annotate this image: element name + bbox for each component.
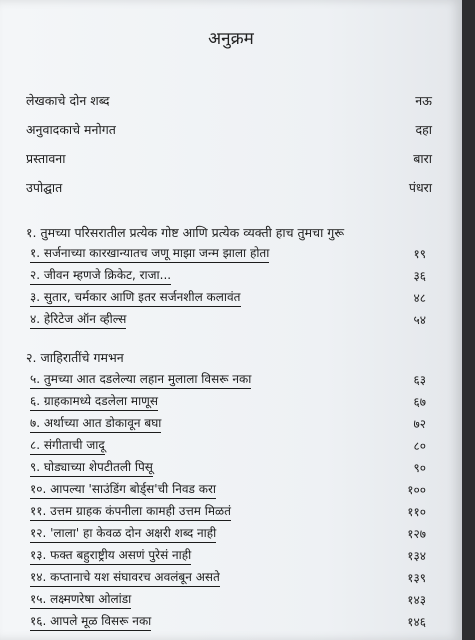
chapter-title: ९. घोड्याच्या शेपटीतली पिसू — [30, 458, 153, 477]
toc-entry-label: उपोद्घात — [26, 179, 63, 195]
chapter-title: १५. लक्ष्मणरेषा ओलांडा — [30, 590, 131, 609]
chapter-page: १४३ — [407, 592, 426, 607]
page-title: अनुक्रम — [208, 29, 254, 49]
chapter-title: ११. उत्तम ग्राहक कंपनीला कामही उत्तम मिळतं — [30, 502, 231, 521]
toc-chapter — [30, 434, 426, 456]
toc-chapter — [30, 242, 426, 264]
chapter-title: ३. सुतार, चर्मकार आणि इतर सर्जनशील कलावंत — [30, 288, 241, 307]
toc-chapter — [30, 308, 426, 330]
chapter-title: ७. अर्थाच्या आत डोकावून बघा — [30, 414, 161, 433]
chapter-title: १४. कप्तानाचे यश संघावरच अवलंबून असते — [30, 568, 220, 587]
chapter-page: ६७ — [413, 394, 426, 409]
chapter-page: १४६ — [407, 614, 426, 629]
chapter-page: १३९ — [407, 570, 426, 585]
chapter-page: ७२ — [413, 416, 426, 431]
toc-entry-page: बारा — [413, 150, 432, 166]
toc-entry — [26, 89, 432, 111]
chapter-title: ८. संगीताची जादू — [30, 436, 105, 455]
toc-chapter — [30, 456, 426, 478]
toc-entry-label: अनुवादकाचे मनोगत — [26, 121, 116, 137]
chapter-page: १९ — [413, 246, 426, 261]
toc-chapter — [30, 390, 426, 412]
chapter-title: १. सर्जनाच्या कारखान्यातच जणू माझा जन्म झाला होता — [30, 244, 269, 263]
chapter-page: १०० — [407, 482, 426, 497]
chapter-title: १३. फक्त बहुराष्ट्रीय असणं पुरेसं नाही — [30, 546, 191, 565]
toc-entry-page: पंधरा — [408, 179, 432, 195]
chapter-title: ६. ग्राहकामध्ये दडलेला माणूस — [30, 392, 158, 411]
chapter-title: १०. आपल्या 'साउंडिंग बोर्ड्स'ची निवड करा — [30, 480, 216, 499]
chapter-title: २. जीवन म्हणजे क्रिकेट, राजा... — [30, 266, 171, 285]
toc-entry-page: दहा — [415, 121, 432, 137]
toc-chapter — [30, 412, 426, 434]
toc-chapter — [30, 500, 426, 522]
toc-chapter — [30, 566, 426, 588]
chapter-title: १२. 'लाला' हा केवळ दोन अक्षरी शब्द नाही — [30, 524, 216, 543]
toc-chapter — [30, 478, 426, 500]
toc-entry — [26, 118, 432, 140]
toc-chapter — [30, 588, 426, 610]
chapter-page: १३४ — [407, 548, 426, 563]
toc-chapter — [30, 544, 426, 566]
toc-chapter — [30, 286, 426, 308]
toc-entry — [26, 147, 432, 169]
toc-chapter — [30, 522, 426, 544]
toc-entry — [26, 176, 432, 198]
toc-chapter — [30, 264, 426, 286]
toc-entry-label: लेखकाचे दोन शब्द — [26, 92, 110, 108]
chapter-page: ८० — [413, 438, 426, 453]
chapter-title: १६. आपले मूळ विसरू नका — [30, 612, 151, 631]
toc-entry-label: प्रस्तावना — [26, 150, 66, 166]
section-heading: १. तुमच्या परिसरातील प्रत्येक गोष्ट आणि प्रत्येक व्यक्ती हाच तुमचा गुरू — [26, 224, 345, 240]
chapter-page: ४८ — [413, 290, 426, 305]
chapter-page: ६३ — [413, 372, 426, 387]
chapter-title: ५. तुमच्या आत दडलेल्या लहान मुलाला विसरू नका — [30, 370, 251, 389]
toc-chapter — [30, 368, 426, 390]
chapter-page: ३६ — [413, 268, 426, 283]
chapter-title: ४. हेरिटेज ऑन व्हील्स — [30, 310, 126, 329]
toc-chapter — [30, 610, 426, 632]
chapter-page: ११० — [407, 504, 426, 519]
section-heading: २. जाहिरातींचे गमभन — [26, 349, 124, 365]
toc-entry-page: नऊ — [415, 92, 432, 108]
chapter-page: ५४ — [413, 312, 426, 327]
chapter-page: १२७ — [407, 526, 426, 541]
chapter-page: ९० — [413, 460, 426, 475]
